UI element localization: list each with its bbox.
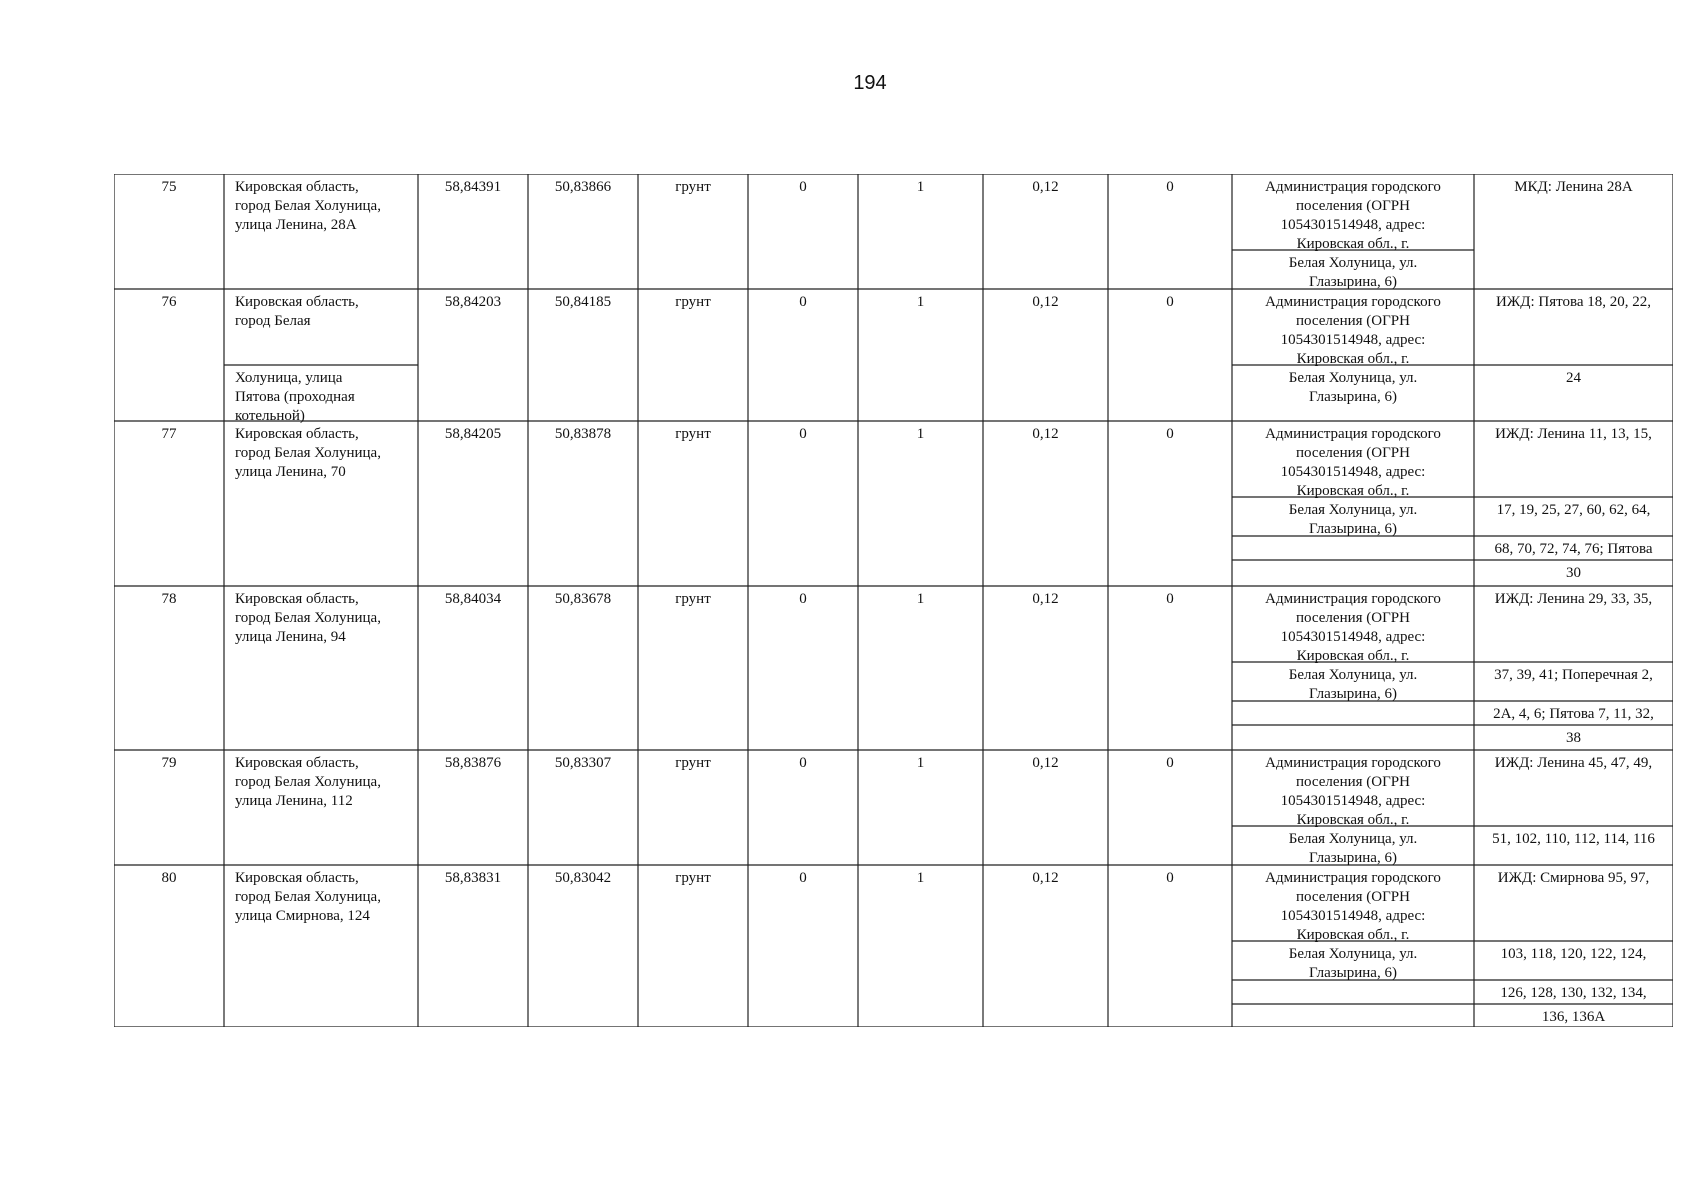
sources-cell: 126, 128, 130, 132, 134, [1500,985,1647,1001]
value-cell: 0 [1166,426,1174,442]
address-cell: Кировская область, город Белая Холуница, улица Ленина, 70 [235,426,381,480]
owner-cell: Администрация городского поселения (ОГРН 1054301514948, адрес: Кировская обл., г. [1265,179,1441,252]
sources-cell: МКД: Ленина 28А [1514,179,1633,195]
sources-cell: 24 [1566,370,1581,386]
latitude-cell: 58,84205 [444,426,502,442]
value-cell: 0 [799,179,807,195]
value-cell: 1 [916,179,925,195]
longitude-cell: 50,83678 [554,591,612,607]
row-number: 75 [161,179,177,195]
owner-cell: Белая Холуница, ул. Глазырина, 6) [1288,255,1418,290]
value-cell: 0 [1166,755,1174,771]
sources-cell: 68, 70, 72, 74, 76; Пятова [1494,541,1653,557]
owner-cell: Администрация городского поселения (ОГРН 1054301514948, адрес: Кировская обл., г. [1265,591,1441,664]
value-cell: 0 [1166,294,1174,310]
sources-cell: ИЖД: Ленина 29, 33, 35, [1494,591,1653,607]
value-cell: 0 [1166,591,1174,607]
address-cell: Кировская область, город Белая Холуница, улица Ленина, 28А [235,179,381,233]
surface-cell: грунт [675,179,711,195]
sources-cell: 136, 136А [1541,1009,1606,1025]
row-number: 77 [161,426,177,442]
value-cell: 1 [916,591,925,607]
address-cell: Кировская область, город Белая [235,294,359,329]
value-cell: 0,12 [1032,294,1059,310]
sources-cell: ИЖД: Ленина 45, 47, 49, [1494,755,1653,771]
value-cell: 0 [799,426,807,442]
sources-cell: ИЖД: Смирнова 95, 97, [1497,870,1650,886]
sources-cell: 103, 118, 120, 122, 124, [1500,946,1647,962]
longitude-cell: 50,84185 [554,294,612,310]
data-table [114,174,1673,1027]
owner-cell: Администрация городского поселения (ОГРН 1054301514948, адрес: Кировская обл., г. [1265,870,1441,943]
surface-cell: грунт [675,426,711,442]
longitude-cell: 50,83307 [554,755,612,771]
value-cell: 0,12 [1032,870,1059,886]
owner-cell: Администрация городского поселения (ОГРН 1054301514948, адрес: Кировская обл., г. [1265,294,1441,367]
value-cell: 0 [799,294,807,310]
surface-cell: грунт [675,755,711,771]
value-cell: 0 [799,870,807,886]
value-cell: 1 [916,755,925,771]
surface-cell: грунт [675,591,711,607]
owner-cell: Белая Холуница, ул. Глазырина, 6) [1288,370,1418,405]
address-cell: Холуница, улица Пятова (проходная котельной) [235,370,355,424]
owner-cell: Белая Холуница, ул. Глазырина, 6) [1288,946,1418,981]
owner-cell: Белая Холуница, ул. Глазырина, 6) [1288,831,1418,866]
row-number: 78 [161,591,177,607]
longitude-cell: 50,83042 [554,870,612,886]
latitude-cell: 58,84034 [444,591,502,607]
latitude-cell: 58,84391 [444,179,502,195]
longitude-cell: 50,83866 [554,179,612,195]
surface-cell: грунт [675,294,711,310]
address-cell: Кировская область, город Белая Холуница, улица Ленина, 94 [235,591,381,645]
value-cell: 0 [799,755,807,771]
value-cell: 0,12 [1032,755,1059,771]
owner-cell: Администрация городского поселения (ОГРН 1054301514948, адрес: Кировская обл., г. [1265,426,1441,499]
row-number: 76 [161,294,177,310]
sources-cell: 38 [1566,730,1581,746]
page-number: 194 [853,72,887,94]
latitude-cell: 58,83876 [444,755,502,771]
address-cell: Кировская область, город Белая Холуница, улица Смирнова, 124 [235,870,381,924]
value-cell: 0,12 [1032,426,1059,442]
value-cell: 1 [916,426,925,442]
row-number: 80 [161,870,177,886]
sources-cell: ИЖД: Пятова 18, 20, 22, [1495,294,1652,310]
sources-cell: 37, 39, 41; Поперечная 2, [1494,667,1653,683]
sources-cell: 30 [1566,565,1581,581]
value-cell: 0,12 [1032,591,1059,607]
sources-cell: 2А, 4, 6; Пятова 7, 11, 32, [1493,706,1654,722]
latitude-cell: 58,83831 [444,870,502,886]
value-cell: 1 [916,294,925,310]
value-cell: 0,12 [1032,179,1059,195]
row-number: 79 [161,755,177,771]
value-cell: 1 [916,870,925,886]
address-cell: Кировская область, город Белая Холуница, улица Ленина, 112 [235,755,381,809]
owner-cell: Белая Холуница, ул. Глазырина, 6) [1288,667,1418,702]
sources-cell: 51, 102, 110, 112, 114, 116 [1492,831,1655,847]
value-cell: 0 [1166,179,1174,195]
latitude-cell: 58,84203 [444,294,502,310]
surface-cell: грунт [675,870,711,886]
owner-cell: Администрация городского поселения (ОГРН 1054301514948, адрес: Кировская обл., г. [1265,755,1441,828]
value-cell: 0 [1166,870,1174,886]
longitude-cell: 50,83878 [554,426,612,442]
value-cell: 0 [799,591,807,607]
owner-cell: Белая Холуница, ул. Глазырина, 6) [1288,502,1418,537]
sources-cell: 17, 19, 25, 27, 60, 62, 64, [1496,502,1651,518]
sources-cell: ИЖД: Ленина 11, 13, 15, [1495,426,1652,442]
